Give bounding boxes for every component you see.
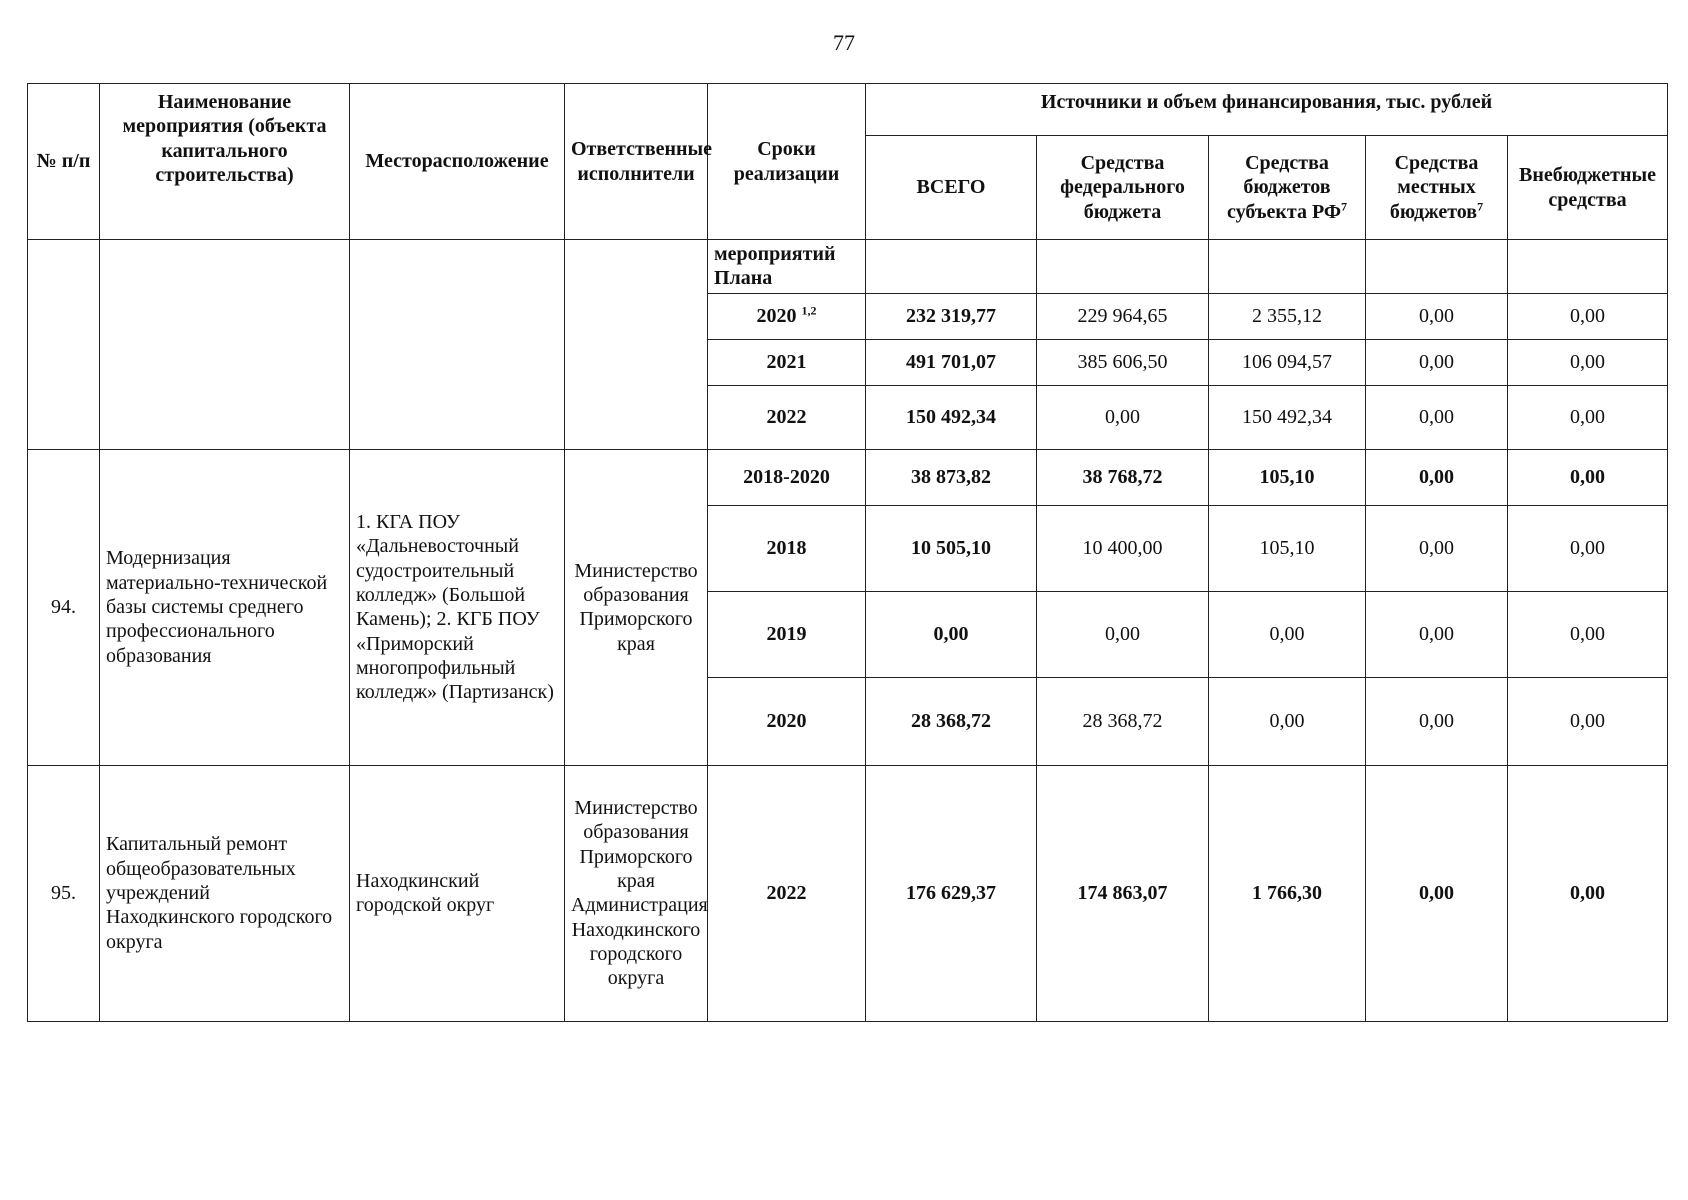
total-cell: 28 368,72 (866, 677, 1037, 765)
year-cell: 2019 (708, 591, 866, 677)
header-sources: Источники и объем финансирования, тыс. рублей (866, 84, 1668, 136)
header-regional: Средства бюджетов субъекта $РФ^7$ (1209, 136, 1366, 240)
total-cell: 38 873,82 (866, 449, 1037, 505)
item-number: 94. (28, 449, 100, 765)
federal-cell: 38 768,72 (1037, 449, 1209, 505)
page-number: 77 (833, 30, 855, 55)
item-name: Капитальный ремонт общеобразовательных учреждений Находкинского городского округа (100, 765, 350, 1021)
regional-cell: 105,10 (1209, 449, 1366, 505)
year-cell: 2020 $^{1,2}$ (708, 293, 866, 339)
regional-cell: 105,10 (1209, 505, 1366, 591)
total-cell: 176 629,37 (866, 765, 1037, 1021)
local-cell: 0,00 (1366, 339, 1508, 385)
local-cell: 0,00 (1366, 591, 1508, 677)
federal-cell: 174 863,07 (1037, 765, 1209, 1021)
extra-cell: 0,00 (1508, 385, 1668, 449)
item-name: Модернизация материально-технической базы системы среднего профессионального образования (100, 449, 350, 765)
year-cell: 2021 (708, 339, 866, 385)
extra-cell: 0,00 (1508, 677, 1668, 765)
header-extra: Внебюджетные средства (1508, 136, 1668, 240)
header-location: Месторасположение (350, 84, 565, 240)
extra-cell: 0,00 (1508, 293, 1668, 339)
header-terms: Сроки реализации (708, 84, 866, 240)
local-cell: 0,00 (1366, 449, 1508, 505)
regional-cell: 150 492,34 (1209, 385, 1366, 449)
regional-cell: 2 355,12 (1209, 293, 1366, 339)
federal-cell: 229 964,65 (1037, 293, 1209, 339)
item-location: 1. КГА ПОУ «Дальневосточный судостроительный колледж» (Большой Камень); 2. КГБ ПОУ «Приморский многопрофильный колледж» (Партизанск) (350, 449, 565, 765)
header-row-1 (28, 84, 1668, 136)
header-local: Средства местных бюджетов$^7$ (1366, 136, 1508, 240)
federal-cell: 28 368,72 (1037, 677, 1209, 765)
extra-cell: 0,00 (1508, 591, 1668, 677)
regional-cell: 106 094,57 (1209, 339, 1366, 385)
year-cell: 2018 (708, 505, 866, 591)
item-executor: Министерство образования Приморского края (565, 449, 708, 765)
regional-cell: 0,00 (1209, 591, 1366, 677)
extra-cell: 0,00 (1508, 765, 1668, 1021)
financing-table (27, 83, 1668, 1022)
extra-cell: 0,00 (1508, 505, 1668, 591)
local-cell: 0,00 (1366, 677, 1508, 765)
header-federal: Средства федерального бюджета (1037, 136, 1209, 240)
local-cell: 0,00 (1366, 385, 1508, 449)
year-cell: 2022 (708, 385, 866, 449)
table-row (28, 765, 1668, 1021)
local-cell: 0,00 (1366, 505, 1508, 591)
header-name: Наименование мероприятия (объекта капитального строительства) (100, 84, 350, 240)
federal-cell: 385 606,50 (1037, 339, 1209, 385)
header-num: № п/п (28, 84, 100, 240)
extra-cell: 0,00 (1508, 449, 1668, 505)
year-cell: 2018-2020 (708, 449, 866, 505)
regional-cell: 0,00 (1209, 677, 1366, 765)
item-number: 95. (28, 765, 100, 1021)
header-executors: Ответственные исполнители (565, 84, 708, 240)
total-cell: 491 701,07 (866, 339, 1037, 385)
regional-cell: 1 766,30 (1209, 765, 1366, 1021)
total-cell: 150 492,34 (866, 385, 1037, 449)
term-cell: мероприятий Плана (708, 240, 866, 294)
federal-cell: 0,00 (1037, 591, 1209, 677)
local-cell: 0,00 (1366, 293, 1508, 339)
header-total: ВСЕГО (866, 136, 1037, 240)
table-row (28, 449, 1668, 505)
table-row (28, 240, 1668, 294)
total-cell: 10 505,10 (866, 505, 1037, 591)
year-cell: 2020 (708, 677, 866, 765)
federal-cell: 10 400,00 (1037, 505, 1209, 591)
item-location: Находкинский городской округ (350, 765, 565, 1021)
total-cell: 232 319,77 (866, 293, 1037, 339)
extra-cell: 0,00 (1508, 339, 1668, 385)
year-cell: 2022 (708, 765, 866, 1021)
local-cell: 0,00 (1366, 765, 1508, 1021)
federal-cell: 0,00 (1037, 385, 1209, 449)
item-executor: Министерство образования Приморского края Администрация Находкинского городского округа (565, 765, 708, 1021)
total-cell: 0,00 (866, 591, 1037, 677)
